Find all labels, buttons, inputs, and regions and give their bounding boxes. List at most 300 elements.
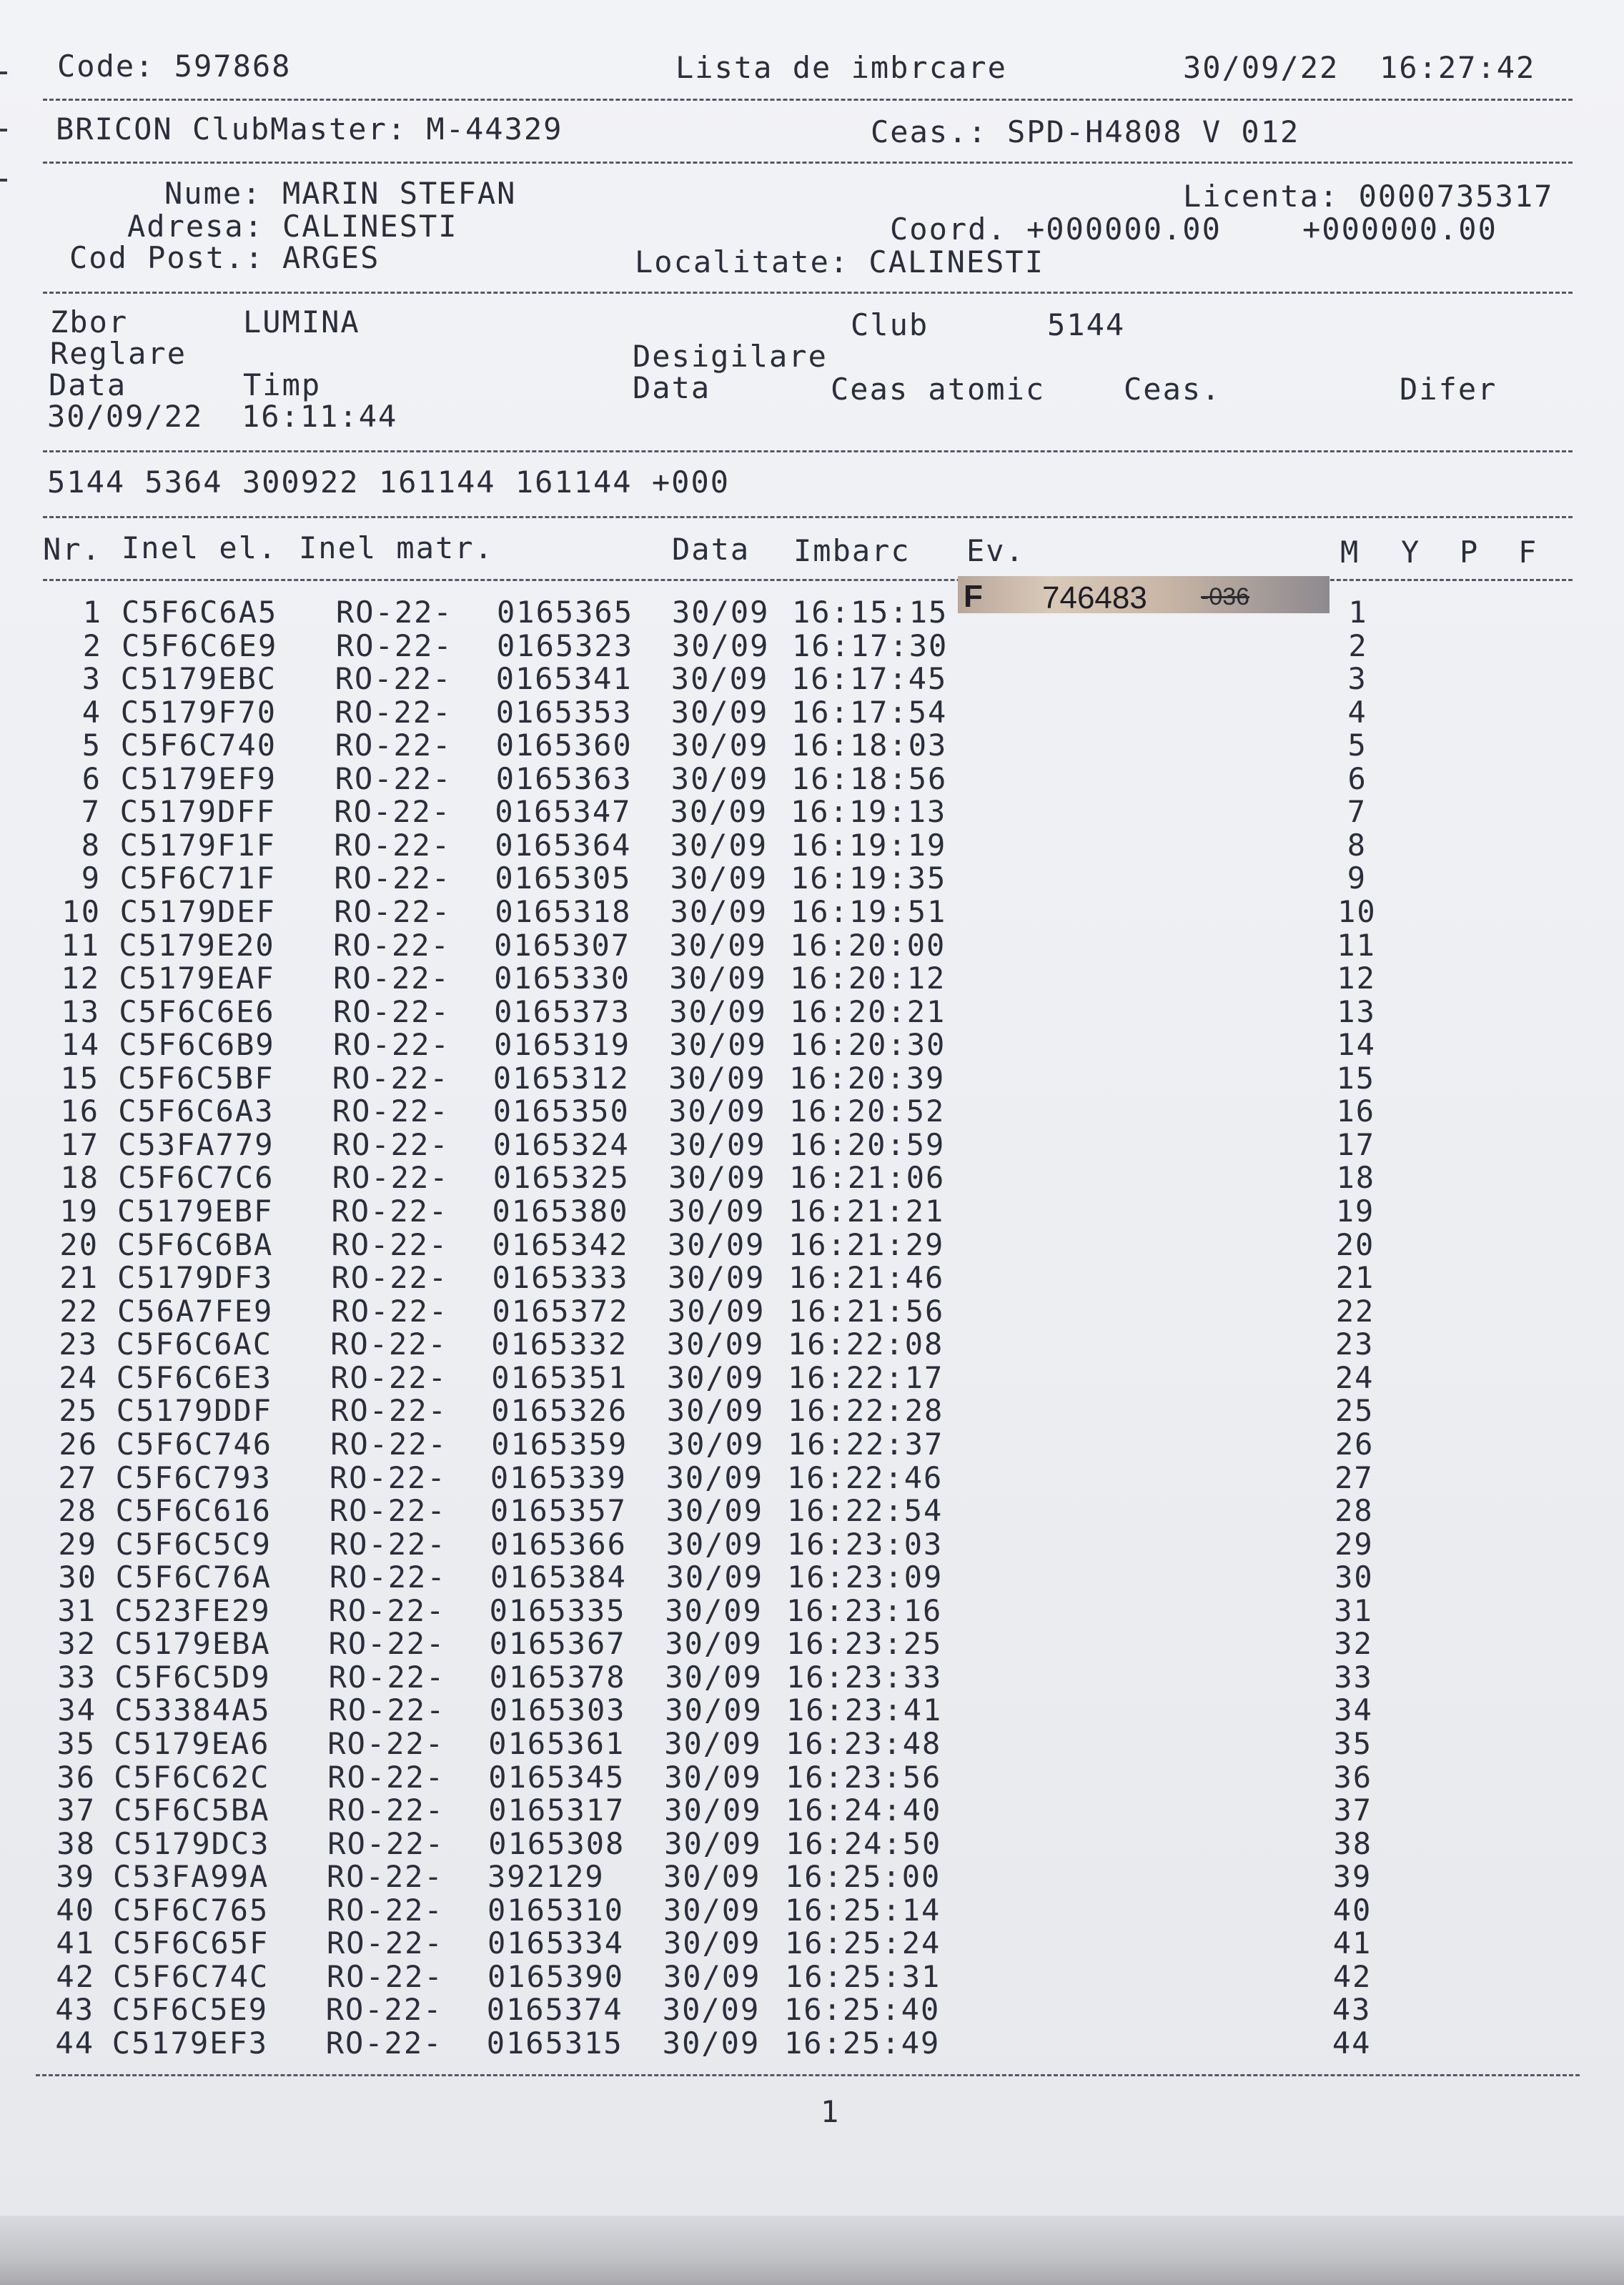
table-row (0, 1127, 1624, 1163)
row-m-index: 19 (1335, 1194, 1375, 1229)
row-m-index: 13 (1337, 994, 1376, 1029)
print-time: 16:27:42 (1380, 50, 1536, 85)
row-basket-time: 16:20:59 (789, 1127, 946, 1162)
row-ring-number: 0165359 (491, 1427, 628, 1462)
row-date: 30/09 (670, 761, 769, 796)
row-ring-prefix: RO-22- (334, 861, 452, 896)
row-electronic-ring: C5179EBF (117, 1194, 274, 1229)
row-ring-number: 0165308 (488, 1826, 625, 1861)
row-basket-time: 16:23:09 (787, 1560, 944, 1595)
row-ring-prefix: RO-22- (332, 1061, 450, 1096)
separator (43, 450, 1573, 452)
row-date: 30/09 (664, 1760, 762, 1795)
table-row (0, 1027, 1624, 1063)
row-ring-number: 0165305 (495, 861, 632, 896)
table-row (0, 761, 1624, 797)
row-basket-time: 16:19:13 (791, 794, 947, 829)
row-date: 30/09 (665, 1493, 764, 1528)
table-row (0, 1726, 1624, 1762)
row-m-index: 24 (1335, 1360, 1375, 1395)
row-date: 30/09 (665, 1593, 763, 1628)
clock-id: Ceas.: SPD-H4808 V 012 (871, 114, 1300, 149)
row-electronic-ring: C5F6C6B9 (119, 1027, 275, 1062)
table-row (0, 1760, 1624, 1795)
row-date: 30/09 (663, 1859, 761, 1894)
row-basket-time: 16:19:51 (791, 894, 947, 929)
table-row (0, 863, 1624, 896)
flight-label: Zbor (50, 304, 129, 339)
row-m-index: 7 (1347, 794, 1367, 829)
club-label: Club (851, 307, 929, 342)
row-date: 30/09 (669, 1027, 767, 1062)
document-code: Code: 597868 (57, 49, 292, 84)
row-ring-prefix: RO-22- (330, 1393, 447, 1428)
row-m-index: 9 (1347, 861, 1367, 896)
col-f: F (1518, 535, 1538, 570)
row-number: 41 (56, 1925, 95, 1961)
document-title: Lista de imbrcare (675, 50, 1007, 85)
row-m-index: 30 (1335, 1560, 1374, 1595)
row-number: 10 (61, 894, 101, 929)
row-basket-time: 16:25:49 (784, 2026, 941, 2061)
row-m-index: 44 (1332, 2026, 1372, 2061)
row-electronic-ring: C5179EBA (114, 1626, 271, 1661)
separator (43, 516, 1573, 518)
row-ring-prefix: RO-22- (332, 1094, 450, 1129)
reglare-time-label: Timp (243, 367, 322, 402)
row-electronic-ring: C5179EAF (119, 961, 275, 996)
row-basket-time: 16:17:54 (791, 695, 948, 730)
row-date: 30/09 (663, 1959, 761, 1994)
row-basket-time: 16:18:03 (791, 728, 948, 763)
row-number: 35 (56, 1726, 96, 1761)
clubmaster-id: BRICON ClubMaster: M-44329 (56, 111, 563, 147)
row-m-index: 5 (1347, 728, 1367, 763)
row-ring-number: 0165365 (497, 595, 634, 630)
row-electronic-ring: C53384A5 (114, 1692, 271, 1728)
row-ring-number: 0165347 (495, 794, 632, 829)
row-number: 14 (61, 1027, 100, 1062)
row-ring-prefix: RO-22- (328, 1626, 446, 1661)
row-date: 30/09 (668, 1260, 766, 1295)
row-electronic-ring: C56A7FE9 (117, 1294, 274, 1329)
clock-label: Ceas. (1124, 372, 1222, 407)
row-ring-prefix: RO-22- (331, 1194, 449, 1229)
row-electronic-ring: C5F6C765 (113, 1893, 269, 1928)
row-basket-time: 16:22:54 (787, 1493, 944, 1528)
row-ring-prefix: RO-22- (332, 1160, 450, 1195)
row-electronic-ring: C5F6C62C (114, 1760, 270, 1795)
row-basket-time: 16:23:56 (786, 1760, 942, 1795)
row-m-index: 39 (1332, 1859, 1372, 1894)
row-electronic-ring: C5F6C71F (119, 861, 276, 896)
row-number: 42 (56, 1959, 95, 1994)
row-m-index: 36 (1333, 1760, 1373, 1795)
row-m-index: 38 (1333, 1826, 1373, 1861)
row-basket-time: 16:25:14 (785, 1893, 941, 1928)
row-number: 37 (56, 1793, 96, 1828)
row-basket-time: 16:21:56 (788, 1294, 945, 1329)
row-date: 30/09 (670, 695, 769, 730)
row-ring-prefix: RO-22- (329, 1527, 447, 1562)
row-electronic-ring: C5179EF3 (112, 2026, 269, 2061)
row-ring-prefix: RO-22- (333, 994, 450, 1029)
row-number: 29 (58, 1527, 97, 1562)
row-date: 30/09 (670, 728, 769, 763)
row-date: 30/09 (665, 1692, 763, 1728)
row-basket-time: 16:22:17 (788, 1360, 944, 1395)
row-date: 30/09 (668, 1160, 766, 1195)
row-m-index: 1 (1348, 595, 1368, 630)
row-electronic-ring: C5F6C6E3 (116, 1360, 273, 1395)
table-row (0, 1593, 1624, 1629)
row-m-index: 3 (1347, 661, 1367, 696)
col-m: M (1340, 535, 1360, 570)
row-date: 30/09 (668, 1194, 766, 1229)
row-ring-prefix: RO-22- (327, 1760, 445, 1795)
row-number: 16 (60, 1094, 99, 1129)
row-ring-number: 0165361 (488, 1726, 625, 1761)
row-number: 11 (61, 928, 100, 963)
row-m-index: 20 (1335, 1227, 1375, 1262)
row-number: 40 (56, 1893, 95, 1928)
row-ring-prefix: RO-22- (335, 761, 452, 796)
row-basket-time: 16:20:00 (790, 928, 946, 963)
row-m-index: 15 (1336, 1061, 1376, 1096)
page-number: 1 (821, 2094, 841, 2129)
row-basket-time: 16:23:03 (787, 1527, 944, 1562)
row-ring-prefix: RO-22- (336, 595, 453, 630)
row-m-index: 31 (1334, 1593, 1373, 1628)
row-number: 17 (60, 1127, 99, 1162)
row-ring-prefix: RO-22- (330, 1427, 447, 1462)
row-ring-number: 0165330 (494, 961, 631, 996)
row-date: 30/09 (663, 1925, 761, 1961)
row-ring-prefix: RO-22- (329, 1560, 447, 1595)
row-electronic-ring: C5179DDF (116, 1393, 273, 1428)
row-electronic-ring: C5F6C6A5 (122, 595, 278, 630)
table-row (0, 963, 1624, 996)
row-ring-number: 0165315 (486, 2026, 623, 2061)
row-date: 30/09 (672, 628, 770, 663)
row-date: 30/09 (666, 1327, 765, 1362)
row-electronic-ring: C53FA99A (113, 1859, 269, 1894)
row-date: 30/09 (664, 1726, 762, 1761)
row-m-index: 11 (1337, 928, 1376, 963)
separator (43, 99, 1573, 101)
col-data: Data (672, 532, 751, 567)
row-ring-prefix: RO-22- (329, 1460, 447, 1495)
row-basket-time: 16:19:35 (791, 861, 947, 896)
row-ring-prefix: RO-22- (328, 1692, 446, 1728)
row-ring-number: 0165325 (492, 1160, 630, 1195)
row-ring-number: 0165303 (489, 1692, 626, 1728)
row-number: 9 (81, 861, 101, 896)
row-number: 1 (82, 595, 102, 630)
row-basket-time: 16:21:29 (788, 1227, 945, 1262)
row-electronic-ring: C5F6C6E6 (119, 994, 275, 1029)
row-date: 30/09 (666, 1427, 765, 1462)
row-ring-prefix: RO-22- (333, 928, 450, 963)
col-nr: Nr. (43, 532, 102, 567)
binding-mark (0, 179, 7, 182)
row-ring-prefix: RO-22- (332, 1127, 450, 1162)
row-ring-number: 0165335 (489, 1593, 626, 1628)
row-ring-prefix: RO-22- (327, 1826, 445, 1861)
row-date: 30/09 (668, 1127, 766, 1162)
table-row (0, 661, 1624, 697)
row-date: 30/09 (668, 1061, 766, 1096)
row-ring-prefix: RO-22- (334, 794, 452, 829)
name-label: Nume: (164, 176, 262, 211)
row-ring-prefix: RO-22- (334, 828, 452, 863)
row-ring-number: 0165339 (490, 1460, 627, 1495)
table-row (0, 1662, 1624, 1695)
row-number: 7 (81, 794, 101, 829)
row-electronic-ring: C5179F1F (119, 828, 276, 863)
row-ring-number: 0165373 (494, 994, 631, 1029)
row-number: 13 (61, 994, 100, 1029)
row-number: 39 (56, 1859, 95, 1894)
table-row (0, 1859, 1624, 1895)
row-basket-time: 16:20:30 (790, 1027, 946, 1062)
row-m-index: 16 (1336, 1094, 1376, 1129)
row-m-index: 22 (1335, 1294, 1375, 1329)
table-row (0, 2028, 1624, 2061)
table-row (0, 1360, 1624, 1396)
table-row (0, 894, 1624, 930)
col-ev: Ev. (966, 533, 1025, 568)
reglare-date-label: Data (49, 367, 127, 402)
row-ring-number: 392129 (487, 1859, 605, 1894)
table-row (0, 1626, 1624, 1662)
row-basket-time: 16:21:21 (788, 1194, 945, 1229)
row-number: 43 (55, 1992, 94, 2027)
row-electronic-ring: C5F6C5C9 (115, 1527, 272, 1562)
row-number: 30 (58, 1560, 97, 1595)
table-row (0, 695, 1624, 730)
row-date: 30/09 (662, 2026, 761, 2061)
atomic-clock-label: Ceas atomic (831, 372, 1046, 407)
row-number: 28 (58, 1493, 97, 1528)
row-date: 30/09 (670, 828, 768, 863)
row-ring-number: 0165367 (489, 1626, 626, 1661)
row-m-index: 42 (1332, 1959, 1372, 1994)
row-basket-time: 16:23:16 (786, 1593, 943, 1628)
table-row (0, 928, 1624, 963)
table-row (0, 1992, 1624, 2028)
row-m-index: 18 (1336, 1160, 1376, 1195)
row-m-index: 14 (1337, 1027, 1376, 1062)
row-ring-prefix: RO-22- (330, 1327, 447, 1362)
row-number: 6 (81, 761, 102, 796)
table-row (0, 1393, 1624, 1429)
row-electronic-ring: C5F6C6AC (116, 1327, 273, 1362)
table-row (0, 1562, 1624, 1595)
table-row (0, 1160, 1624, 1196)
row-basket-time: 16:17:30 (792, 628, 949, 663)
row-basket-time: 16:23:41 (786, 1692, 943, 1728)
row-basket-time: 16:20:52 (789, 1094, 946, 1129)
row-m-index: 40 (1332, 1893, 1372, 1928)
desigilare-date-label: Data (633, 370, 711, 405)
row-basket-time: 16:23:25 (786, 1626, 943, 1661)
row-m-index: 2 (1348, 628, 1368, 663)
row-electronic-ring: C5F6C5D9 (114, 1660, 271, 1695)
row-ring-prefix: RO-22- (328, 1660, 446, 1695)
row-electronic-ring: C5F6C74C (113, 1959, 269, 1994)
row-electronic-ring: C53FA779 (118, 1127, 274, 1162)
row-number: 4 (81, 695, 102, 730)
row-m-index: 25 (1335, 1393, 1375, 1428)
row-basket-time: 16:20:21 (790, 994, 946, 1029)
row-electronic-ring: C5F6C7C6 (118, 1160, 274, 1195)
fancier-name: MARIN STEFAN (282, 176, 517, 211)
row-basket-time: 16:17:45 (791, 661, 948, 696)
row-electronic-ring: C5F6C740 (120, 728, 277, 763)
row-number: 34 (57, 1692, 96, 1728)
sticker-suffix: -036 (1201, 583, 1250, 610)
row-number: 15 (60, 1061, 99, 1096)
col-p: P (1460, 535, 1480, 570)
row-number: 25 (59, 1393, 98, 1428)
row-m-index: 32 (1334, 1626, 1373, 1661)
row-m-index: 34 (1334, 1692, 1373, 1728)
row-electronic-ring: C5179DFF (119, 794, 276, 829)
row-date: 30/09 (668, 1094, 766, 1129)
row-m-index: 12 (1337, 961, 1376, 996)
row-date: 30/09 (666, 1393, 765, 1428)
row-electronic-ring: C5179E20 (119, 928, 275, 963)
row-basket-time: 16:24:40 (786, 1793, 942, 1828)
row-ring-prefix: RO-22- (331, 1260, 449, 1295)
row-date: 30/09 (665, 1460, 764, 1495)
row-number: 32 (57, 1626, 96, 1661)
row-date: 30/09 (669, 994, 767, 1029)
table-row (0, 1096, 1624, 1129)
row-m-index: 23 (1335, 1327, 1375, 1362)
row-m-index: 8 (1347, 828, 1367, 863)
row-number: 18 (60, 1160, 99, 1195)
row-ring-prefix: RO-22- (327, 1925, 444, 1961)
table-row (0, 1196, 1624, 1229)
row-m-index: 35 (1333, 1726, 1373, 1761)
row-m-index: 29 (1335, 1527, 1374, 1562)
row-m-index: 37 (1333, 1793, 1373, 1828)
row-ring-number: 0165378 (489, 1660, 626, 1695)
table-row (0, 828, 1624, 863)
table-row (0, 1260, 1624, 1296)
row-electronic-ring: C5179DEF (119, 894, 276, 929)
separator (43, 162, 1573, 164)
flight-name: LUMINA (243, 304, 360, 339)
table-row (0, 1925, 1624, 1961)
row-ring-number: 0165384 (490, 1560, 627, 1595)
row-ring-number: 0165334 (487, 1925, 625, 1961)
row-ring-number: 0165341 (495, 661, 633, 696)
row-electronic-ring: C5F6C6A3 (118, 1094, 274, 1129)
row-m-index: 4 (1347, 695, 1367, 730)
row-ring-number: 0165317 (488, 1793, 625, 1828)
row-basket-time: 16:21:06 (789, 1160, 946, 1195)
row-date: 30/09 (662, 1992, 761, 2027)
row-m-index: 6 (1347, 761, 1367, 796)
row-m-index: 27 (1335, 1460, 1374, 1495)
row-m-index: 10 (1337, 894, 1377, 929)
address-label: Adresa: (127, 209, 264, 244)
row-ring-prefix: RO-22- (335, 661, 452, 696)
table-row (0, 1061, 1624, 1096)
row-basket-time: 16:22:08 (788, 1327, 944, 1362)
reglare-label: Reglare (50, 336, 187, 371)
row-ring-prefix: RO-22- (335, 728, 452, 763)
row-ring-prefix: RO-22- (328, 1593, 446, 1628)
row-ring-number: 0165366 (490, 1527, 627, 1562)
row-ring-prefix: RO-22- (325, 1992, 443, 2027)
table-row (0, 628, 1624, 664)
row-m-index: 41 (1332, 1925, 1372, 1961)
row-electronic-ring: C5F6C746 (116, 1427, 273, 1462)
table-row (0, 1493, 1624, 1529)
row-number: 20 (59, 1227, 99, 1262)
table-row (0, 994, 1624, 1030)
row-electronic-ring: C5179EF9 (120, 761, 277, 796)
row-electronic-ring: C5F6C793 (115, 1460, 272, 1495)
table-surface (0, 2216, 1624, 2285)
row-ring-number: 0165345 (488, 1760, 625, 1795)
table-row (0, 1826, 1624, 1862)
postcode-label: Cod Post.: (69, 240, 264, 275)
print-date: 30/09/22 (1183, 50, 1340, 85)
row-number: 8 (81, 828, 101, 863)
row-date: 30/09 (664, 1826, 762, 1861)
row-m-index: 17 (1336, 1127, 1376, 1162)
reglare-date: 30/09/22 (47, 399, 204, 434)
row-number: 44 (55, 2026, 94, 2061)
row-number: 12 (61, 961, 100, 996)
row-ring-prefix: RO-22- (330, 1360, 447, 1395)
table-row (0, 1227, 1624, 1263)
row-ring-number: 0165364 (495, 828, 632, 863)
row-ring-prefix: RO-22- (331, 1294, 449, 1329)
row-ring-prefix: RO-22- (327, 1959, 444, 1994)
row-date: 30/09 (668, 1294, 766, 1329)
row-date: 30/09 (665, 1626, 763, 1661)
row-number: 22 (59, 1294, 99, 1329)
row-date: 30/09 (672, 595, 770, 630)
row-basket-time: 16:22:46 (787, 1460, 944, 1495)
row-electronic-ring: C5179EA6 (114, 1726, 270, 1761)
row-number: 27 (58, 1460, 97, 1495)
sticker-letter: F (964, 579, 983, 614)
table-row (0, 1959, 1624, 1995)
row-ring-number: 0165374 (486, 1992, 623, 2027)
row-date: 30/09 (670, 794, 768, 829)
row-ring-prefix: RO-22- (329, 1493, 447, 1528)
desigilare-label: Desigilare (633, 339, 828, 374)
table-row (0, 1429, 1624, 1462)
row-electronic-ring: C5F6C5BA (114, 1793, 270, 1828)
row-electronic-ring: C5F6C6E9 (122, 628, 278, 663)
row-m-index: 28 (1335, 1493, 1374, 1528)
row-ring-number: 0165324 (492, 1127, 630, 1162)
row-ring-prefix: RO-22- (336, 628, 453, 663)
row-electronic-ring: C5F6C5E9 (112, 1992, 269, 2027)
col-inel-el: Inel el. (122, 530, 278, 565)
coordinates: Coord. +000000.00 (890, 212, 1222, 247)
row-electronic-ring: C5179DF3 (117, 1260, 274, 1295)
row-electronic-ring: C5F6C616 (115, 1493, 272, 1528)
